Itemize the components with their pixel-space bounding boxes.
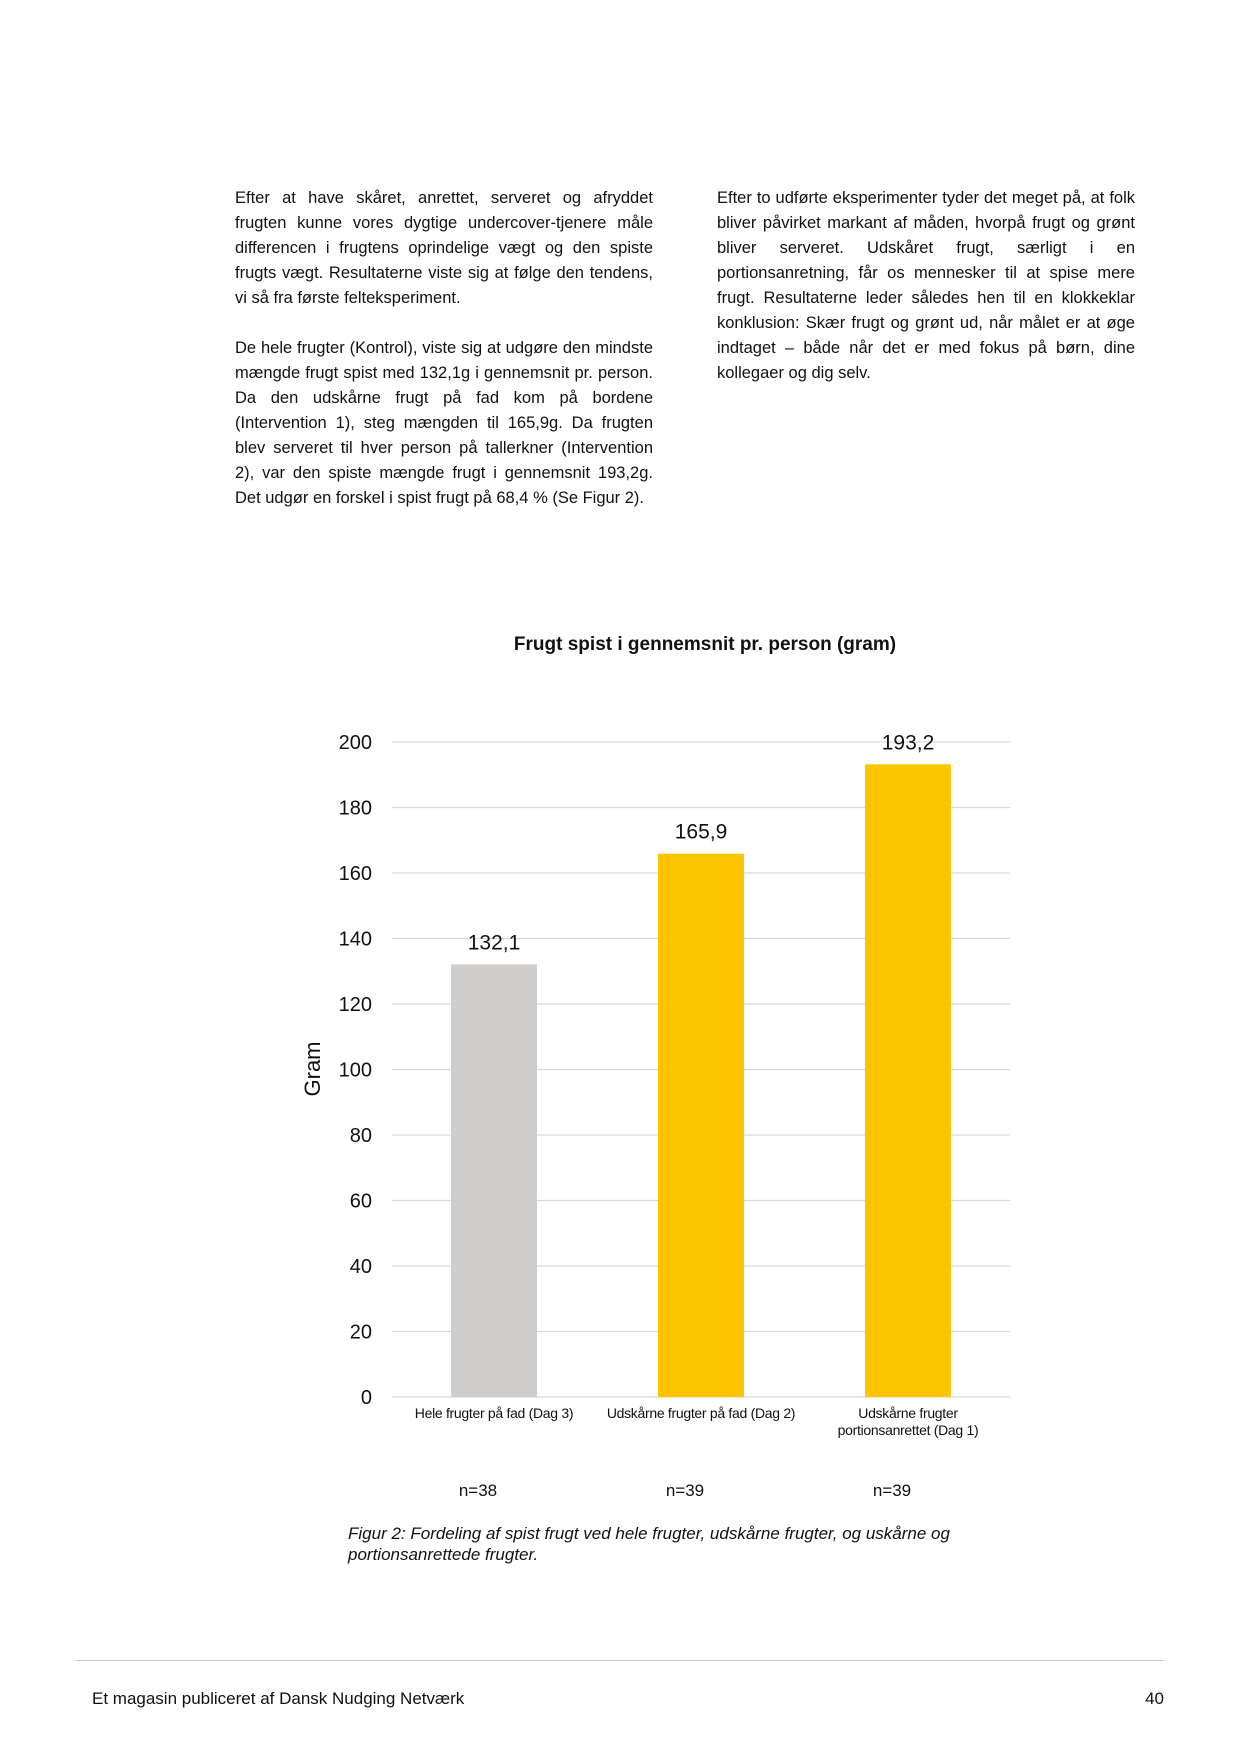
x-tick-label: Udskårne frugter bbox=[858, 1405, 958, 1421]
bar bbox=[451, 964, 537, 1397]
x-tick-label: Udskårne frugter på fad (Dag 2) bbox=[606, 1405, 796, 1421]
footer-divider bbox=[76, 1660, 1164, 1661]
sample-size-label: n=39 bbox=[665, 1481, 705, 1500]
y-axis-label: Gram bbox=[300, 1041, 325, 1097]
y-tick-label: 40 bbox=[349, 1256, 372, 1278]
y-tick-label: 60 bbox=[349, 1190, 372, 1213]
y-tick-label: 100 bbox=[338, 1059, 372, 1082]
y-tick-label: 20 bbox=[349, 1321, 372, 1344]
y-tick-label: 0 bbox=[360, 1387, 372, 1409]
paragraph: Efter at have skåret, anrettet, serveret og afryddet frugten kunne vores dygtige undercover-tjenere måle differencen i frugtens oprindelige vægt og den spiste frugts vægt. Resultaterne viste sig at følge den tendens, vi så fra første felteksperiment. bbox=[235, 189, 653, 307]
y-tick-label: 80 bbox=[349, 1125, 372, 1147]
y-tick-label: 200 bbox=[338, 732, 372, 754]
sample-size-labels bbox=[459, 1481, 911, 1500]
data-label: 165,9 bbox=[674, 820, 728, 844]
page-number: 40 bbox=[1145, 1689, 1164, 1708]
data-label: 193,2 bbox=[881, 731, 935, 755]
bar bbox=[658, 854, 744, 1397]
sample-size-label: n=39 bbox=[872, 1481, 912, 1500]
figure-caption: Figur 2: Fordeling af spist frugt ved hele frugter, udskårne frugter, og uskårne og portionsanrettede frugter. bbox=[348, 1524, 950, 1564]
paragraph: De hele frugter (Kontrol), viste sig at udgøre den mindste mængde frugt spist med 132,1g i gennemsnit pr. person. Da den udskårne frugt på fad kom på bordene (Intervention 1), steg mængden til 165,9g. Da frugten blev serveret til hver person på tallerkner (Intervention 2), var den spiste mængde frugt i gennemsnit 193,2g. Det udgør en forskel i spist frugt på 68,4 % (Se Figur 2). bbox=[235, 339, 653, 507]
y-tick-label: 180 bbox=[338, 797, 372, 820]
y-tick-label: 140 bbox=[338, 928, 372, 951]
y-tick-label: 160 bbox=[338, 863, 372, 885]
data-label: 132,1 bbox=[467, 931, 521, 955]
x-tick-label: Hele frugter på fad (Dag 3) bbox=[414, 1405, 574, 1421]
paragraph: Efter to udførte eksperimenter tyder det meget på, at folk bliver påvirket markant af måden, hvorpå frugt og grønt bliver serveret. Udskåret frugt, særligt i en portionsanretning, får os mennesker til at spise mere frugt. Resultaterne leder således hen til en klokkeklar konklusion: Skær frugt og grønt ud, når målet er at øge indtaget – både når det er med fokus på børn, dine kollegaer og dig selv. bbox=[717, 189, 1135, 382]
sample-size-label: n=38 bbox=[458, 1481, 498, 1500]
chart-title: Frugt spist i gennemsnit pr. person (gram) bbox=[513, 634, 897, 655]
x-tick-label: portionsanrettet (Dag 1) bbox=[837, 1422, 979, 1438]
bar bbox=[865, 764, 951, 1397]
bars bbox=[451, 764, 951, 1397]
category-labels bbox=[415, 1405, 979, 1438]
y-axis-ticks bbox=[339, 732, 372, 1409]
y-tick-label: 120 bbox=[338, 994, 372, 1016]
footer-publisher: Et magasin publiceret af Dansk Nudging Netværk bbox=[92, 1689, 465, 1708]
